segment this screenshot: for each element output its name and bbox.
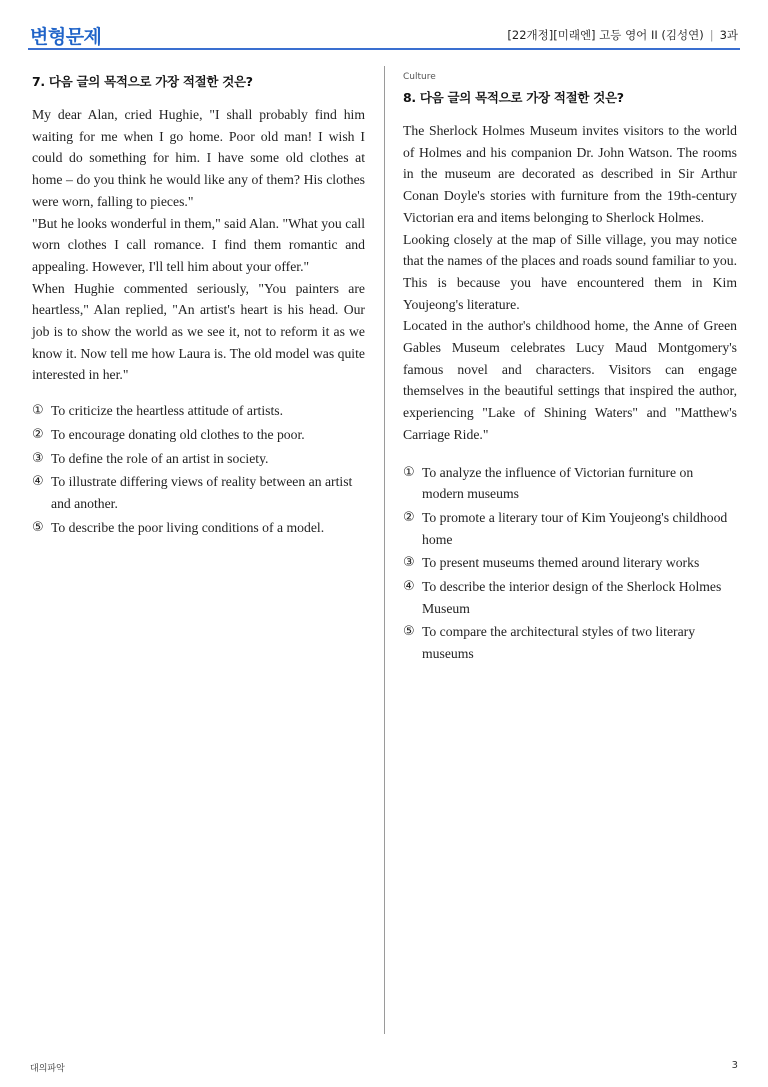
option-number: ④ <box>403 579 415 595</box>
option-number: ① <box>403 464 415 480</box>
option-number: ② <box>32 426 44 442</box>
passage-paragraph: "But he looks wonderful in them," said Alan. "What you call worn clothes I call romance. I find them romantic and appealing. However, I'll tell him about your offer." <box>32 215 365 274</box>
option-number: ④ <box>32 474 44 490</box>
passage-paragraph: Located in the author's childhood home, the Anne of Green Gables Museum celebrates Lucy Maud Montgomery's famous novel and characters. Visitors can engage themselves in the beautiful settings that inspired the author, experiencing "Lake of Shining Waters" and "Matthew's Carriage Ride." <box>403 318 737 442</box>
question-7-options <box>32 400 365 538</box>
question-category: Culture <box>403 72 436 82</box>
option-text: To encourage donating old clothes to the poor. <box>51 426 305 442</box>
option-text: To describe the poor living conditions of a model. <box>51 519 325 535</box>
page-number: 3 <box>731 1060 738 1071</box>
answer-option[interactable] <box>403 552 737 574</box>
option-number: ③ <box>32 450 44 466</box>
option-text: To describe the interior design of the Sherlock Holmes Museum <box>422 579 722 616</box>
option-number: ② <box>403 509 415 525</box>
passage-paragraph: When Hughie commented seriously, "You painters are heartless," Alan replied, "An artist's heart is his head. Our job is to show the world as we see it, not to reform it as we know it. Now tell me how Laura is. The old model was quite interested in her." <box>32 280 365 383</box>
answer-option[interactable] <box>32 448 365 470</box>
option-text: To illustrate differing views of reality between an artist and another. <box>51 474 353 511</box>
option-text: To define the role of an artist in society. <box>51 450 269 466</box>
course-name: [22개정][미래엔] 고등 영어 II (김성연) <box>507 28 704 42</box>
question-8-passage <box>403 120 737 446</box>
answer-option[interactable] <box>32 424 365 446</box>
option-number: ⑤ <box>403 624 415 640</box>
page-header-title: 변형문제 <box>30 26 102 48</box>
passage-paragraph: My dear Alan, cried Hughie, "I shall probably find him waiting for me when I go home. Poor old man! I wish I could do something for him. I have some old clothes at home – do you think he would like any of them? His clothes were worn, falling to pieces." <box>32 107 365 209</box>
option-text: To promote a literary tour of Kim Youjeong's childhood home <box>422 509 728 547</box>
footer-brand: 대의파악 <box>30 1064 65 1074</box>
question-8-options <box>403 462 737 665</box>
option-text: To criticize the heartless attitude of artists. <box>51 403 284 419</box>
option-number: ① <box>32 403 44 419</box>
answer-option[interactable] <box>403 621 737 664</box>
option-text: To present museums themed around literary works <box>422 555 700 571</box>
answer-option[interactable] <box>32 517 365 539</box>
answer-option[interactable] <box>403 507 737 550</box>
lesson-label: 3과 <box>719 28 738 42</box>
answer-option[interactable] <box>32 400 365 422</box>
question-7-passage <box>32 104 365 386</box>
option-text: To compare the architectural styles of two literary museums <box>422 624 696 662</box>
answer-option[interactable] <box>403 462 737 505</box>
header-rule <box>28 48 740 50</box>
passage-paragraph: The Sherlock Holmes Museum invites visitors to the world of Holmes and his companion Dr. John Watson. The rooms in the museum are decorated as described in Sir Arthur Conan Doyle's stories with furniture from the 19th-century Victorian era and items belonging to Sherlock Holmes. <box>403 123 737 225</box>
passage-paragraph: Looking closely at the map of Sille village, you may notice that the names of the places and roads sound familiar to you. This is because you have encountered them in Kim Youjeong's literature. <box>403 231 737 312</box>
option-text: To analyze the influence of Victorian furniture on modern museums <box>422 464 694 502</box>
question-8 <box>403 72 737 667</box>
question-7 <box>32 72 365 540</box>
answer-option[interactable] <box>32 471 365 514</box>
answer-option[interactable] <box>403 576 737 619</box>
option-number: ⑤ <box>32 519 44 535</box>
question-8-title: 8. 다음 글의 목적으로 가장 적절한 것은? <box>403 90 624 105</box>
question-7-title: 7. 다음 글의 목적으로 가장 적절한 것은? <box>32 74 253 89</box>
column-divider <box>384 66 385 1034</box>
header-course-info <box>507 27 738 43</box>
option-number: ③ <box>403 555 415 571</box>
header-separator: | <box>709 28 714 42</box>
